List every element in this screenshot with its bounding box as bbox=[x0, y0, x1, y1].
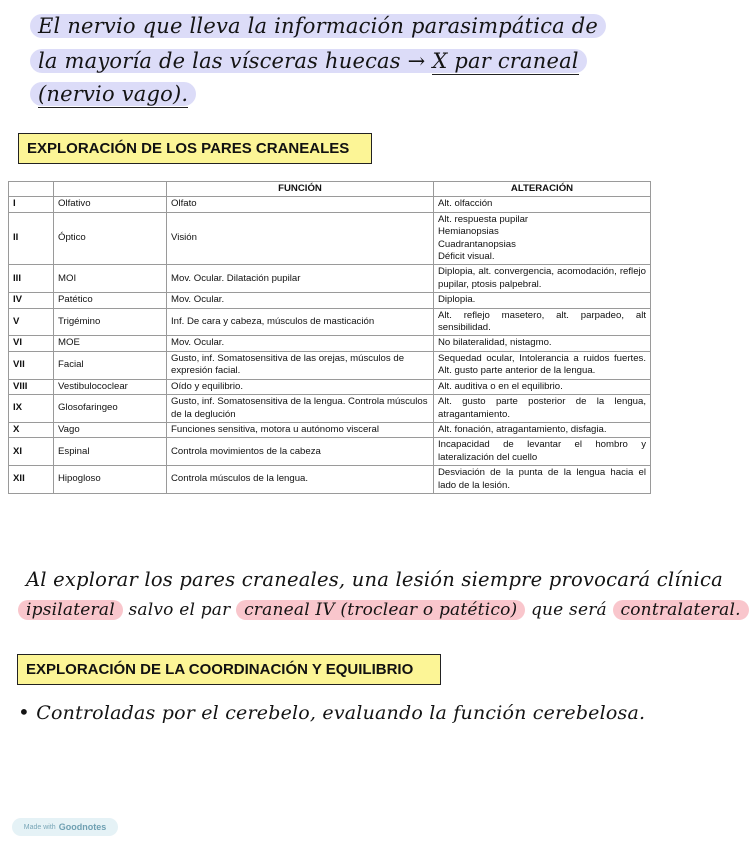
table-row bbox=[9, 379, 651, 394]
alteration-line: Incapacidad de levantar el hombro y lateralización del cuello bbox=[438, 439, 646, 463]
table-row bbox=[9, 422, 651, 437]
nerve-alteration bbox=[434, 422, 651, 437]
nerve-alteration bbox=[434, 212, 651, 265]
alteration-line: Diplopia. bbox=[438, 294, 476, 306]
table-row bbox=[9, 265, 651, 293]
nerve-function: Inf. De cara y cabeza, músculos de masticación bbox=[167, 308, 434, 336]
nerve-function: Mov. Ocular. bbox=[167, 293, 434, 308]
nerve-function: Oído y equilibrio. bbox=[167, 379, 434, 394]
nerve-number: VIII bbox=[9, 379, 54, 394]
table-header-row bbox=[9, 182, 651, 197]
bullet-icon: • bbox=[18, 700, 30, 724]
highlight-cranial-iv: craneal IV (troclear o patético) bbox=[236, 600, 525, 620]
nerve-function: Olfato bbox=[167, 197, 434, 212]
badge-brand: Goodnotes bbox=[58, 822, 107, 832]
nerve-number: III bbox=[9, 265, 54, 293]
table-row bbox=[9, 438, 651, 466]
mid-note-text-3: que será bbox=[530, 600, 607, 620]
table-row bbox=[9, 395, 651, 423]
nerve-function: Mov. Ocular. Dilatación pupilar bbox=[167, 265, 434, 293]
alteration-line: Hemianopsias bbox=[438, 226, 499, 238]
nerve-function: Gusto, inf. Somatosensitiva de las orejas, músculos de expresión facial. bbox=[167, 351, 434, 379]
alteration-line: Alt. reflejo masetero, alt. parpadeo, alt sensibilidad. bbox=[438, 309, 646, 334]
nerve-number: V bbox=[9, 308, 54, 336]
badge-prefix: Made with bbox=[23, 823, 56, 831]
nerve-name: MOI bbox=[54, 265, 167, 293]
nerve-name: Olfativo bbox=[54, 197, 167, 212]
nerve-name: Trigémino bbox=[54, 308, 167, 336]
alteration-line: Diplopia, alt. convergencia, acomodación, reflejo pupilar, ptosis palpebral. bbox=[438, 266, 646, 290]
table-row bbox=[9, 308, 651, 336]
mid-note-text-2: salvo el par bbox=[128, 600, 231, 620]
nerve-name: Espinal bbox=[54, 438, 167, 466]
nerve-alteration bbox=[434, 265, 651, 293]
nerve-function: Mov. Ocular. bbox=[167, 336, 434, 351]
alteration-line: Alt. auditiva o en el equilibrio. bbox=[438, 380, 563, 392]
alteration-line: Alt. fonación, atragantamiento, disfagia. bbox=[438, 423, 607, 435]
nerve-number: IV bbox=[9, 293, 54, 308]
nerve-alteration bbox=[434, 351, 651, 379]
nerve-number: I bbox=[9, 197, 54, 212]
nerve-name: Glosofaringeo bbox=[54, 395, 167, 423]
goodnotes-badge bbox=[12, 818, 118, 836]
alteration-line: Alt. respuesta pupilar bbox=[438, 213, 529, 225]
alteration-line: Desviación de la punta de la lengua hacia el lado de la lesión. bbox=[438, 467, 646, 491]
note-line-2: la mayoría de las vísceras huecas bbox=[38, 49, 401, 73]
note-line-1: El nervio que lleva la información parasimpática de bbox=[30, 14, 606, 38]
nerve-alteration bbox=[434, 197, 651, 212]
nerve-name: Vestibulococlear bbox=[54, 379, 167, 394]
alteration-line: Déficit visual. bbox=[438, 251, 495, 263]
table-row bbox=[9, 293, 651, 308]
nerve-name: Patético bbox=[54, 293, 167, 308]
header-function: FUNCIÓN bbox=[167, 182, 434, 197]
alteration-line: Alt. gusto parte posterior de la lengua, atragantamiento. bbox=[438, 396, 646, 420]
nerve-number: IX bbox=[9, 395, 54, 423]
nerve-function: Controla músculos de la lengua. bbox=[167, 466, 434, 494]
table-row bbox=[9, 466, 651, 494]
nerve-alteration bbox=[434, 466, 651, 494]
nerve-alteration bbox=[434, 438, 651, 466]
alteration-line: No bilateralidad, nistagmo. bbox=[438, 337, 552, 349]
nerve-number: XII bbox=[9, 466, 54, 494]
note-line-3: (nervio vago). bbox=[38, 82, 189, 106]
mid-note-line-1: Al explorar los pares craneales, una lesión siempre provocará clínica bbox=[26, 568, 723, 591]
alteration-line: Cuadrantanopsias bbox=[438, 238, 516, 250]
cranial-nerves-table bbox=[8, 181, 651, 494]
header-name bbox=[54, 182, 167, 197]
table-body bbox=[9, 197, 651, 494]
nerve-function: Visión bbox=[167, 212, 434, 265]
header-num bbox=[9, 182, 54, 197]
nerve-number: X bbox=[9, 422, 54, 437]
nerve-alteration bbox=[434, 395, 651, 423]
highlight-ipsilateral: ipsilateral bbox=[18, 600, 123, 620]
note-answer: X par craneal bbox=[432, 49, 579, 73]
nerve-alteration bbox=[434, 336, 651, 351]
nerve-number: II bbox=[9, 212, 54, 265]
bottom-note-text: Controladas por el cerebelo, evaluando la función cerebelosa. bbox=[36, 702, 646, 724]
nerve-number: VI bbox=[9, 336, 54, 351]
nerve-alteration bbox=[434, 293, 651, 308]
table-row bbox=[9, 351, 651, 379]
table-row bbox=[9, 212, 651, 265]
nerve-name: Hipogloso bbox=[54, 466, 167, 494]
nerve-alteration bbox=[434, 379, 651, 394]
table-row bbox=[9, 336, 651, 351]
header-alteration: ALTERACIÓN bbox=[434, 182, 651, 197]
section-title-coordination: EXPLORACIÓN DE LA COORDINACIÓN Y EQUILIBRIO bbox=[17, 654, 441, 685]
nerve-number: XI bbox=[9, 438, 54, 466]
nerve-name: MOE bbox=[54, 336, 167, 351]
highlight-contralateral: contralateral. bbox=[613, 600, 749, 620]
nerve-alteration bbox=[434, 308, 651, 336]
nerve-name: Vago bbox=[54, 422, 167, 437]
nerve-function: Funciones sensitiva, motora u autónomo visceral bbox=[167, 422, 434, 437]
nerve-number: VII bbox=[9, 351, 54, 379]
nerve-function: Gusto, inf. Somatosensitiva de la lengua. Controla músculos de la deglución bbox=[167, 395, 434, 423]
nerve-name: Óptico bbox=[54, 212, 167, 265]
nerve-name: Facial bbox=[54, 351, 167, 379]
table-row bbox=[9, 197, 651, 212]
nerve-function: Controla movimientos de la cabeza bbox=[167, 438, 434, 466]
section-title-cranial-nerves: EXPLORACIÓN DE LOS PARES CRANEALES bbox=[18, 133, 372, 164]
arrow-icon: → bbox=[407, 49, 426, 73]
alteration-line: Alt. olfacción bbox=[438, 198, 493, 210]
alteration-line: Sequedad ocular, Intolerancia a ruidos fuertes. Alt. gusto parte anterior de la lengua. bbox=[438, 352, 646, 377]
